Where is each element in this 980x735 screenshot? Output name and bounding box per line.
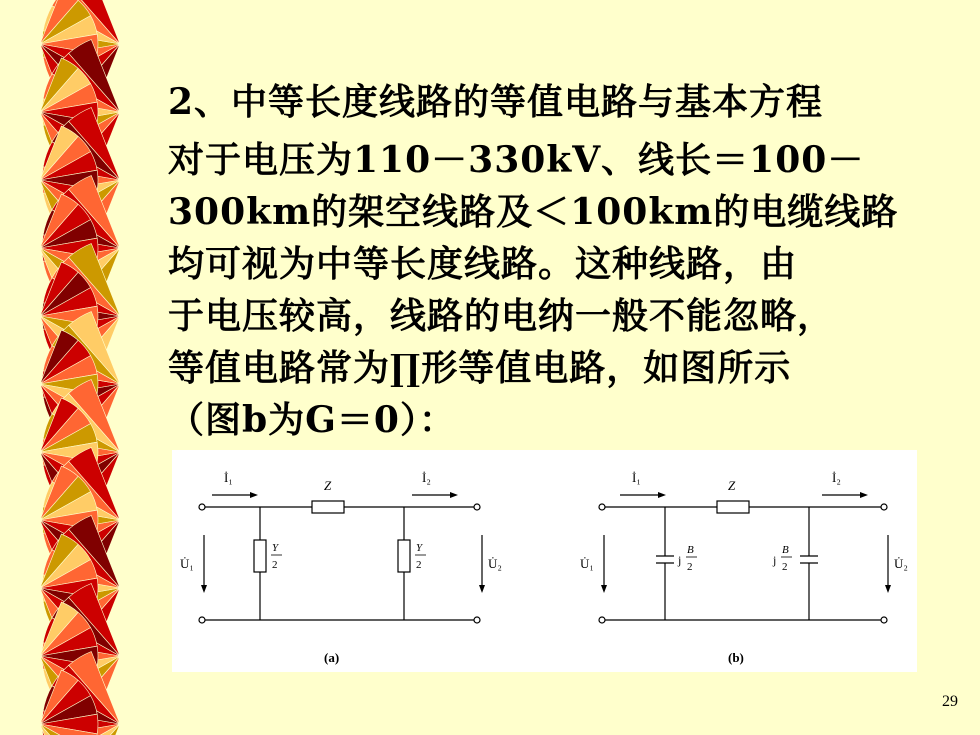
pi-equivalent-circuit-figure xyxy=(172,450,917,672)
a-current-i2-label: İ₂ xyxy=(422,470,431,485)
a-current-i1-label: İ₁ xyxy=(224,470,233,485)
body-line-5: 等值电路常为∏形等值电路，如图所示 xyxy=(168,347,792,389)
b-susceptance-den-left: 2 xyxy=(687,561,693,573)
a-voltage-u2-label: U̇₂ xyxy=(488,556,502,571)
caption-a: (a) xyxy=(324,650,340,665)
slide-title: 2、中等长度线路的等值电路与基本方程 xyxy=(168,81,824,123)
b-voltage-u1-label: U̇₁ xyxy=(580,556,594,571)
a-admittance-num-left: Y xyxy=(272,542,279,554)
a-admittance-den-right: 2 xyxy=(416,559,422,571)
b-susceptance-prefix-right: j xyxy=(773,553,777,567)
caption-b: (b) xyxy=(728,650,744,665)
b-susceptance-den-right: 2 xyxy=(782,561,788,573)
b-voltage-u2-label: U̇₂ xyxy=(894,556,908,571)
circuit-b xyxy=(599,495,888,623)
body-line-3: 均可视为中等长度线路。这种线路，由 xyxy=(168,243,798,285)
slide-body xyxy=(168,76,968,446)
page-number: 29 xyxy=(942,693,958,710)
decorative-fan-border xyxy=(0,0,140,735)
circuit-diagrams xyxy=(172,450,917,672)
body-line-1: 对于电压为110－330kV、线长＝100－ xyxy=(168,139,865,181)
a-admittance-den-left: 2 xyxy=(272,559,278,571)
body-line-4: 于电压较高，线路的电纳一般不能忽略， xyxy=(168,295,835,337)
circuit-a xyxy=(199,495,482,623)
a-admittance-num-right: Y xyxy=(416,542,423,554)
b-current-i1-label: İ₁ xyxy=(632,470,641,485)
body-line-6: （图b为G＝0）： xyxy=(168,399,456,441)
b-susceptance-prefix-left: j xyxy=(678,553,682,567)
b-susceptance-num-right: B xyxy=(782,544,789,556)
a-voltage-u1-label: U̇₁ xyxy=(180,556,194,571)
b-current-i2-label: İ₂ xyxy=(832,470,841,485)
b-susceptance-num-left: B xyxy=(687,544,694,556)
body-line-2: 300km的架空线路及＜100km的电缆线路 xyxy=(168,191,899,233)
a-impedance-label: Z xyxy=(324,478,332,493)
b-impedance-label: Z xyxy=(728,478,736,493)
